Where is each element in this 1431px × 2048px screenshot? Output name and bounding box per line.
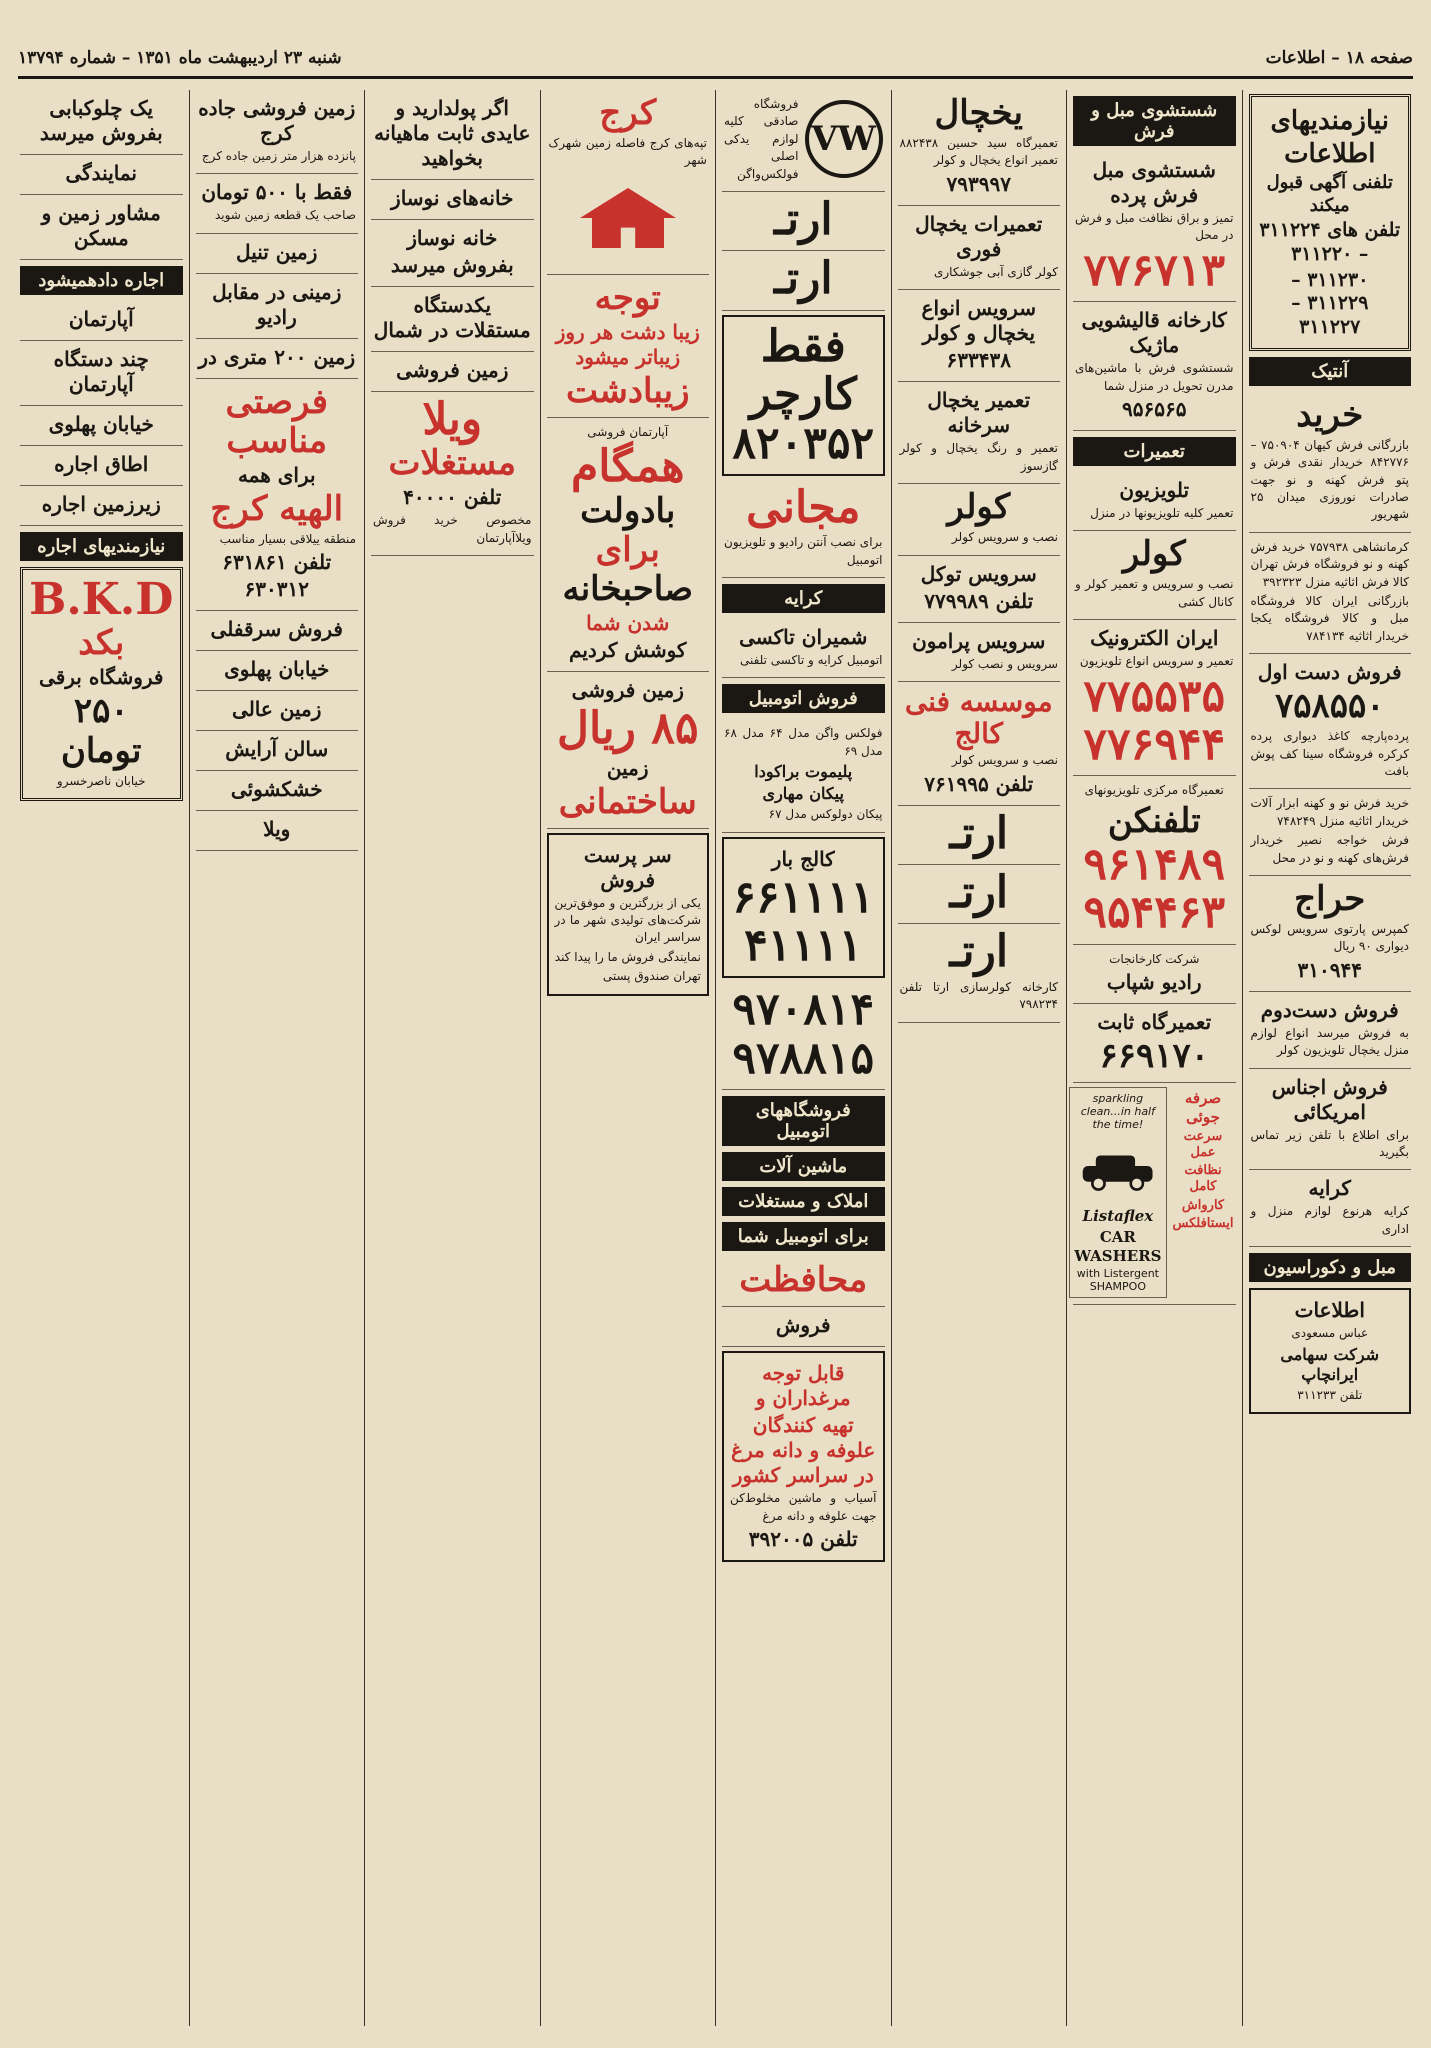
sell-heading: فروش [775,1313,831,1338]
realestate-word: مستغلات [388,443,516,484]
column-1 [1242,90,1418,2026]
elahie-phone: تلفن ۶۳۱۸۶۱ [222,550,332,575]
room-rent-heading: اطاق اجاره [54,452,149,476]
date-label: شنبه ۲۳ اردیبهشت ماه ۱۳۵۱ – شماره ۱۳۷۹۴ [18,48,342,68]
carwash-caption-1: sparkling clean...in half the time! [1080,1092,1155,1132]
college-heading: موسسه فنی کالج [904,684,1053,751]
villa-phone: تلفن ۴۰۰۰۰ [403,485,502,510]
agency-ad [20,155,183,195]
publisher-box [1249,1288,1412,1414]
north-property-heading: یکدستگاه مستقلات در شمال [373,293,531,342]
cooler2-heading: کولر [947,487,1011,528]
teleken-text: تعمیرگاه مرکزی تلویزیونهای [1084,783,1224,798]
basement-rent-heading: زیرزمین اجاره [41,492,161,516]
karcher-ad [722,315,885,476]
room-rent-ad [20,446,183,486]
vw-ad [722,90,885,192]
taxi-ad [722,619,885,678]
haraj-heading: حراج [1294,878,1366,919]
bkd-address: خیابان ناصرخسرو [56,773,146,788]
new-house-heading: خانه نوساز [407,226,498,250]
apartment-heading: آپارتمان فروشی [587,425,669,440]
classifieds-phones-2: ۳۱۱۲۳۰ – ۳۱۱۲۲۹ – ۳۱۱۲۲۷ [1291,268,1369,338]
sale-used-heading: فروش دست‌دوم [1260,997,1399,1022]
publisher-person: عباس مسعودی [1291,1326,1369,1341]
pahlavi-street-heading: خیابان پهلوی [48,412,154,436]
carwash-line-2: نظافت کامل [1184,1163,1222,1195]
rug2-text: بازرگانی ایران کالا فروشگاه مبل و کالا فروشگاه یکجا خریدار اثاثیه ۷۸۴۱۳۴ [1250,593,1409,643]
arta-ad-3 [898,924,1061,1022]
opportunity-ad [196,379,359,612]
baraye-word: برای [595,529,660,570]
goodwill-ad [196,611,359,651]
sales-manager-text: یکی از بزرگترین و موفق‌ترین شرکت‌های تولیدی شهر ما در سراسر ایران [554,895,701,945]
phone-block-1: ۷۷۵۵۳۵ [1083,670,1226,722]
karaj-text: تپه‌های کرج فاصله زمین شهرک شهر [548,136,707,168]
saheb-word: صاحبخانه [562,569,693,610]
sabet-ad [1073,1004,1236,1083]
basement-rent-ad [20,486,183,526]
fridge-repair-text: کولر گازی آبی جوشکاری [933,264,1058,279]
parquet-text: پرده‌پارچه کاغذ دیواری پرده کرکره فروشگاه سینا کف پوش بافت [1250,729,1409,779]
running-header [18,40,1413,79]
autoservice-heading: سرویس انواع یخچال و کولر [921,296,1036,346]
vw-text: فروشگاه صادقی کلیه لوازم یدکی اصلی فولکس‌واگن [724,97,799,181]
north-property-ad [371,287,534,352]
radio-land-heading: زمینی در مقابل رادیو [212,279,342,329]
tavakol-phone: تلفن ۷۷۹۹۸۹ [924,588,1034,613]
excellent-land-heading: زمین عالی [232,697,322,722]
bazaar-text: صاحب یک قطعه زمین شوید [214,208,356,223]
villa-heading: توجه [594,277,661,318]
bkd-price: ۲۵۰ تومان [60,691,142,771]
bkd-ad [20,567,183,801]
fridge2-text: تعمیر و رنگ یخچال و کولر گازسوز [899,441,1058,473]
carpet-text: شستشوی فرش با ماشین‌های مدرن تحویل در منزل شما [1075,361,1234,393]
land-sale-ad-col6 [371,352,534,392]
apartment-heading-col8: آپارتمان [68,307,134,331]
bkd-sub: بکد [78,623,125,664]
section-band-machinery: ماشین آلات [722,1152,885,1181]
badolat-word: بادولت [580,490,676,531]
haraj-text: کمپرس پارتوی سرویس لوکس دیواری ۹۰ ریال [1250,922,1409,954]
sales-manager-heading: سر پرست فروش [583,842,672,892]
arta-logo-col4-1: ارتـ [773,193,833,245]
radio-text: شرکت کارخانجات [1109,951,1200,966]
column-2 [1066,90,1242,2026]
asia-phone-2: ۹۷۸۸۱۵ [732,1032,875,1084]
karcher-heading: فقط کارچر [749,320,857,421]
arta-ad-col4-2 [722,251,885,310]
publisher-name: اطلاعات [1294,1298,1365,1323]
karaj-land-heading: زمین فروشی جاده کرج [198,96,356,145]
carwash-line-1: سرعت عمل [1183,1128,1223,1160]
hamgam-word: همگام [570,441,685,493]
elahie-phone-2: ۶۳۰۳۱۲ [244,577,309,602]
radio-ad [1073,945,1236,1004]
north-land-heading: زمین ۲۰۰ متری در [198,344,356,369]
section-band-for-rent: اجاره دادهمیشود [20,266,183,295]
second-hand-ad [1249,654,1412,789]
classifieds-box [1249,94,1412,351]
electronics-ad [1073,620,1236,776]
classifieds-phones: تلفن های ۳۱۱۲۲۴ – ۳۱۱۲۲۰ [1259,219,1401,265]
sabet-phone: ۶۶۹۱۷۰ [1099,1036,1210,1077]
fridge-repair-heading: تعمیرات یخچال فوری [915,211,1043,261]
excellent-land-ad [196,691,359,731]
arta-logo-2: ارتـ [949,867,1009,919]
american-heading: فروش اجناس امریکائی [1271,1074,1388,1124]
drycleaning-ad [196,771,359,811]
rent-ad [1249,1170,1412,1247]
villa-big-ad [371,392,534,556]
page-label: صفحه ۱۸ – اطلاعات [1265,48,1413,68]
teleken-phone-2: ۹۵۴۴۶۳ [1083,887,1226,939]
peykan-heading: پیکان مهاری [762,784,844,804]
american-ad [1249,1069,1412,1171]
fridge2-ad [898,382,1061,484]
furniture-text: خرید فرش نو و کهنه ابزار آلات خریدار اثاثیه منزل ۷۴۸۲۴۹ [1250,796,1409,828]
zamin-heading: زمین فروشی [571,678,684,703]
carwash-caption-4: with Listergent SHAMPOO [1076,1267,1159,1294]
fridge-ad [898,90,1061,206]
tavakol-heading: سرویس توکل [920,561,1037,586]
college-bar-phone-1: ۶۶۱۱۱۱ [732,871,875,923]
koshesh-word: کوشش کردیم [569,638,687,663]
apartments-ad [20,341,183,406]
cooler-heading: کولر [1122,534,1186,575]
fridge-repair-ad [898,206,1061,290]
bkd-logo: B.K.D [29,574,174,625]
teleken-heading: تلفنکن [1107,800,1201,841]
villa-word: ویلا [422,394,483,445]
arta-logo-col4-2: ارتـ [773,253,833,305]
buy-text: بازرگانی فرش کیهان ۷۵۰۹۰۴ – ۸۴۲۷۷۶ خریدار نقدی فرش و پتو فرش کهنه و نو جهت صادرات نوروزی میدان ۲۵ شهریور [1250,437,1409,522]
rug-ad [1249,533,1412,654]
pahlavi-heading: خیابان پهلوی [224,657,330,682]
poultry-text: آسیاب و ماشین مخلوط‌کن جهت علوفه و دانه مرغ [730,1491,877,1523]
arta-bottom-text: کارخانه کولرسازی ارتا تلفن ۷۹۸۲۳۴ [899,979,1058,1012]
carwash-caption-2: Listaflex [1082,1207,1154,1226]
haraj-ad [1249,876,1412,992]
fridge-text: تعمیرگاه سید حسین ۸۸۲۴۳۸ تعمیر انواع یخچال و کولر [899,136,1058,168]
sell-ad [722,1307,885,1347]
villa-ad-col7 [196,811,359,851]
sabet-heading: تعمیرگاه ثابت [1097,1010,1212,1035]
arta-logo-3: ارتـ [949,926,1009,978]
cooler2-ad [898,484,1061,555]
section-band-cars: فروش اتومبیل [722,684,885,713]
villa-text: زیبا دشت هر روز زیباتر میشود [555,319,700,369]
laundry-heading: شستشوی مبل فرش پرده [1092,158,1216,207]
teleken-ad [1073,776,1236,944]
second-hand-heading: فروش دست اول [1257,660,1402,685]
drycleaning-heading: خشکشوئی [230,777,323,802]
for-all-heading: برای همه [237,462,316,487]
classifieds-subtitle: تلفنی آگهی قبول میکند [1266,172,1393,216]
salon-ad [196,731,359,771]
bazaar-heading: فقط با ۵۰۰ تومان [201,180,353,205]
cars-ad [722,719,885,832]
columns [14,90,1417,2026]
carwash-illustration [1069,1087,1166,1298]
rugs-text: فرش خواجه نصیر خریدار فرش‌های کهنه و نو در محل [1250,833,1409,865]
peugeot-text: پیکان دولوکس مدل ۶۷ [768,807,883,822]
free-heading: مجانی [746,481,861,533]
haraj-phone: ۳۱۰۹۴۴ [1297,957,1362,982]
carwash-line-3: کارواش [1181,1197,1225,1213]
laundry-ad [1073,152,1236,302]
car-wash-icon [1074,1131,1161,1201]
asia-phone-1: ۹۷۰۸۱۴ [732,984,875,1036]
poultry-subheading: تهیه کنندگان علوفه و دانه مرغ در سراسر کشور [731,1413,876,1488]
fridge-phone: ۷۹۳۹۹۷ [946,171,1011,196]
free-ad [722,480,885,578]
karaj-ad [547,90,710,275]
tunnel-land-heading: زمین تنیل [236,239,318,264]
shodan-word: شدن شما [586,611,670,636]
carpet-ad [1073,302,1236,431]
agency-heading: نمایندگی [65,161,137,185]
taxi-heading: شمیران تاکسی [739,625,868,650]
college-text: نصب و سرویس کولر [951,753,1058,768]
carwash-line-4: ایستافلکس [1172,1215,1234,1231]
apartments-heading: چند دستگاه آپارتمان [53,347,149,396]
electronics-heading: ایران الکترونیک [1090,626,1219,651]
college-phone: تلفن ۷۶۱۹۹۵ [924,771,1034,796]
zamin-sub: زمین [606,755,649,780]
zibadasht-heading: زیبادشت [565,370,690,411]
section-band-rent-needs: نیازمندیهای اجاره [20,532,183,561]
sakhtemani-word: ساختمانی [558,781,697,822]
sales-manager-text-3: تهران صندوق پستی [602,969,701,984]
cooler-ad [1073,531,1236,620]
apartment-ad [20,301,183,341]
section-band-furniture: مبل و دکوراسیون [1249,1253,1412,1282]
pramoun-text: سرویس و نصب کولر [951,656,1058,671]
pramoun-heading: سرویس پرامون [912,628,1046,653]
college-bar-ad [722,837,885,979]
radio-heading: رادیو شپاب [1106,970,1202,995]
tv-heading: تلویزیون [1119,477,1190,502]
phone-block-2: ۷۷۶۹۴۴ [1083,719,1226,770]
section-band-rent: کرایه [722,584,885,613]
income-heading: اگر پولدارید و عایدی ثابت ماهیانه بخواهید [374,96,531,170]
arta-ad-2 [898,865,1061,924]
elahie-text: منطقه ییلاقی بسیار مناسب [219,532,356,547]
column-3 [891,90,1067,2026]
sales-manager-text-2: نمایندگی فروش ما را پیدا کند [554,949,701,964]
column-8 [14,90,189,2026]
zamin-price: ۸۵ ریال [557,703,699,755]
carwash-heading: صرفه جوئی [1184,1089,1222,1126]
tavakol-ad [898,556,1061,623]
elahie-heading: الهیه کرج [210,488,344,529]
goodwill-heading: فروش سرقفلی [210,617,343,642]
new-houses-ad [371,180,534,220]
laundry-text: تمیز و براق نظافت مبل و فرش در محل [1075,211,1234,243]
poultry-ad [722,1351,885,1562]
section-band-car-stores: فروشگاههای اتومبیل [722,1096,885,1146]
rug-text: کرمانشاهی ۷۵۷۹۳۸ خرید فرش کهنه و نو فروشگاه فرش تهران کالا فرش اثاثیه منزل ۳۹۲۳۲۳ [1250,539,1410,589]
sale-used-ad [1249,992,1412,1069]
college-bar-phone-2: ۴۱۱۱۱ [744,920,863,972]
classifieds-title: نیازمندیهای اطلاعات [1270,106,1389,169]
north-land-ad [196,339,359,379]
new-houses-heading: خانه‌های نوساز [391,186,514,210]
protect-ad [722,1257,885,1307]
laundry-band: شستشوی مبل و فرش [1073,96,1236,146]
tunnel-land-ad [196,234,359,274]
poultry-phone: تلفن ۳۹۲۰۰۵ [748,1527,858,1552]
tv-ad [1073,472,1236,531]
carwash-ad [1073,1083,1236,1305]
land-sale-heading-col6: زمین فروشی [396,358,509,382]
carpet-heading: کارخانه قالیشویی ماژیک [1081,308,1227,358]
tv-text: تعمیر کلیه تلویزیونها در منزل [1090,505,1234,520]
poultry-heading: قابل توجه مرغداران و [755,1361,851,1411]
bazaar-ad [196,174,359,233]
second-hand-phone: ۷۵۸۵۵۰ [1274,686,1385,727]
karcher-phone: ۸۲۰۳۵۲ [732,417,875,469]
cooler2-text: نصب و سرویس کولر [951,530,1058,545]
for-sale-heading: بفروش میرسد [390,253,514,277]
section-band-antiques: آنتیک [1249,357,1412,386]
taxi-text: اتومبیل کرایه و تاکسی تلفنی [739,653,883,668]
sales-manager-ad [547,833,710,996]
section-band-realestate: املاک و مستغلات [722,1187,885,1216]
fridge2-heading: تعمیر یخچال سرخانه [927,388,1031,438]
plymouth-heading: پلیموت براکودا [754,762,853,782]
vw-logo-icon: VW [805,100,883,178]
publisher-company: شرکت سهامی ایرانچاپ [1280,1344,1380,1384]
chelo-kabab-ad [20,90,183,155]
rent-heading: کرایه [1308,1176,1351,1201]
chelo-kabab-heading: یک چلوکبابی بفروش میرسد [39,96,163,145]
villa-heading-col7: ویلا [263,817,291,842]
karaj-heading: کرج [599,93,657,133]
column-4 [715,90,891,2026]
teleken-phone-1: ۹۶۱۴۸۹ [1083,838,1226,890]
carpet-phone: ۹۵۶۵۶۵ [1122,396,1187,421]
carwash-caption-3: CAR WASHERS [1074,1227,1162,1265]
autoservice-ad [898,290,1061,382]
fridge-heading: یخچال [934,93,1023,133]
buy-heading: خرید [1296,394,1364,435]
pahlavi-street-ad [20,406,183,446]
publisher-phone: تلفن ۳۱۱۲۳۳ [1297,1387,1363,1402]
column-5 [540,90,716,2026]
bkd-text: فروشگاه برقی [39,665,164,690]
column-7 [189,90,365,2026]
consultant-ad [20,195,183,260]
hamgam-ad [547,418,710,672]
carwash-list [1173,1087,1234,1298]
electronics-text: تعمیر و سرویس انواع تلویزیون [1079,654,1234,669]
college-bar-heading: کالج بار [771,846,835,871]
autoservice-phone: ۶۳۳۴۳۸ [946,348,1011,373]
free-text: برای نصب آنتن رادیو و تلویزیون اتومبیل [724,535,883,567]
cooler-text: نصب و سرویس و تعمیر کولر و کانال کشی [1075,577,1234,609]
sale-used-text: به فروش میرسد انواع لوازم منزل یخچال تلویزیون کولر [1250,1025,1409,1058]
buy-ad [1249,392,1412,533]
villa-text: مخصوص خرید فروش ویلاآپارتمان [373,513,532,545]
zamin-ad [547,672,710,828]
salon-heading: سالن آرایش [225,737,329,762]
arta-logo-1: ارتـ [949,807,1009,859]
american-text: برای اطلاع با تلفن زیر تماس بگیرید [1250,1127,1409,1160]
consultant-heading: مشاور زمین و مسکن [41,201,161,250]
furniture-ad [1249,789,1412,876]
house-icon [568,178,688,258]
column-6 [364,90,540,2026]
arta-ad-col4-1 [722,192,885,251]
section-band-auto: برای اتومبیل شما [722,1222,885,1251]
karaj-land-text: پانزده هزار متر زمین جاده کرج [201,149,356,163]
asia-ad [722,982,885,1090]
villa-ad [547,275,710,418]
repair-band: تعمیرات [1073,437,1236,466]
pahlavi-ad [196,651,359,691]
pramoun-ad [898,623,1061,682]
arta-ad-1 [898,806,1061,865]
college-ad [898,682,1061,806]
radio-land-ad [196,274,359,339]
new-house-ad [371,220,534,287]
karaj-land-ad [196,90,359,174]
opportunity-heading: فرصتی مناسب [225,381,328,461]
rent-text: کرایه هرنوع لوازم منزل و اداری [1250,1204,1409,1236]
laundry-big-phone: ۷۷۶۷۱۳ [1083,244,1226,296]
protect-heading: محافظت [739,1260,868,1301]
cars-text: فولکس واگن مدل ۶۴ مدل ۶۸ مدل ۶۹ [724,726,883,758]
income-ad [371,90,534,180]
